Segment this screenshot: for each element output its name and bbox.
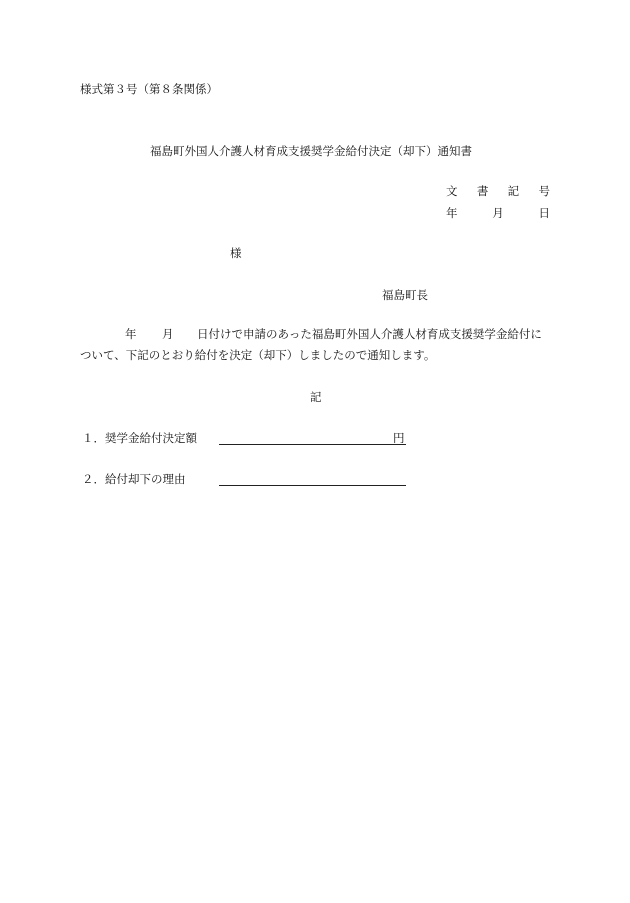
document-number-char: 号 — [538, 184, 550, 198]
document-number-char: 文 — [446, 184, 458, 198]
recipient-suffix: 様 — [230, 246, 242, 260]
item-rejection-reason — [82, 472, 186, 486]
grant-amount-blank[interactable] — [219, 431, 406, 445]
document-title: 福島町外国人介護人材育成支援奨学金給付決定（却下）通知書 — [150, 144, 472, 158]
document-number-char: 記 — [507, 184, 520, 198]
item-grant-amount — [82, 431, 197, 445]
date-day-label: 日 — [538, 206, 550, 220]
ki-heading: 記 — [310, 390, 322, 404]
date-month-label: 月 — [492, 206, 504, 220]
rejection-reason-blank[interactable] — [219, 472, 406, 486]
body-day-text: 日付けで申請のあった福島町外国人介護人材育成支援奨学金給付に — [197, 327, 542, 341]
document-number-char: 書 — [476, 184, 489, 198]
body-year-label: 年 — [125, 327, 137, 341]
form-number: 様式第３号（第８条関係） — [80, 82, 218, 96]
document-number-label — [446, 184, 550, 198]
item-label: １．奨学金給付決定額 — [82, 431, 197, 445]
body-paragraph-line-2: ついて、下記のとおり給付を決定（却下）しましたので通知します。 — [80, 348, 436, 362]
item-label: ２．給付却下の理由 — [82, 472, 186, 486]
yen-unit: 円 — [393, 431, 405, 445]
issue-date — [446, 206, 550, 220]
date-year-label: 年 — [446, 206, 458, 220]
issuer-name: 福島町長 — [382, 288, 428, 302]
body-month-label: 月 — [162, 327, 174, 341]
